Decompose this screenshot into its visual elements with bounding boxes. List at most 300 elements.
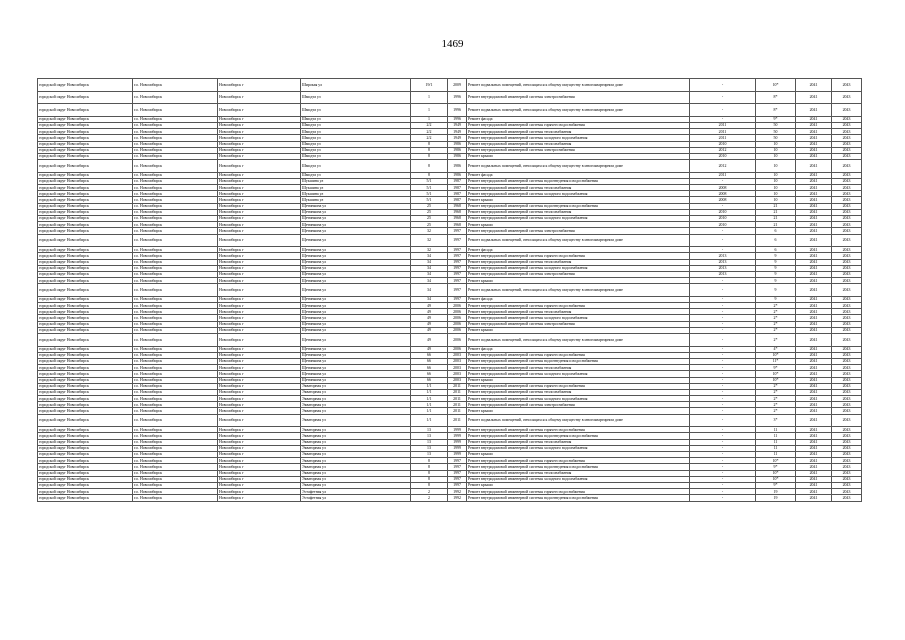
work-type-cell: Ремонт внутридомовой инженерной системы водоотведения и водоснабжения — [467, 358, 690, 364]
city-cell: Новосибирск г — [218, 352, 301, 358]
municipality-cell: городской округ Новосибирск — [38, 389, 133, 395]
planned-end-year-cell: 2043 — [832, 402, 862, 408]
municipality-cell: городской округ Новосибирск — [38, 271, 133, 277]
city-cell: Новосибирск г — [218, 122, 301, 128]
house-number-cell: 8 — [411, 160, 448, 173]
planned-end-year-cell: 2043 — [832, 377, 862, 383]
street-cell: Щетинкина ул — [301, 327, 411, 333]
last-repair-year-cell: - — [690, 358, 756, 364]
planned-end-year-cell: 2043 — [832, 160, 862, 173]
city-cell: Новосибирск г — [218, 197, 301, 203]
work-type-cell: Ремонт внутридомовой инженерной системы холодного водоснабжения — [467, 216, 690, 222]
house-number-cell: 34 — [411, 296, 448, 302]
city-cell: Новосибирск г — [218, 464, 301, 470]
payment-period-cell: 21 — [756, 222, 796, 228]
settlement-cell: г.о. Новосибирск — [133, 122, 218, 128]
settlement-cell: г.о. Новосибирск — [133, 439, 218, 445]
build-year-cell: 1992 — [448, 495, 467, 501]
payment-period-cell: 2* — [756, 389, 796, 395]
street-cell: Эстафетная ул — [301, 489, 411, 495]
planned-end-year-cell: 2043 — [832, 222, 862, 228]
city-cell: Новосибирск г — [218, 278, 301, 284]
settlement-cell: г.о. Новосибирск — [133, 116, 218, 122]
street-cell: Щетинкина ул — [301, 296, 411, 302]
planned-end-year-cell: 2043 — [832, 185, 862, 191]
municipality-cell: городской округ Новосибирск — [38, 203, 133, 209]
table-row — [38, 414, 862, 427]
last-repair-year-cell: - — [690, 228, 756, 234]
house-number-cell: 1/1 — [411, 402, 448, 408]
planned-end-year-cell: 2043 — [832, 303, 862, 309]
city-cell: Новосибирск г — [218, 185, 301, 191]
settlement-cell: г.о. Новосибирск — [133, 191, 218, 197]
planned-end-year-cell: 2043 — [832, 135, 862, 141]
build-year-cell: 2011 — [448, 383, 467, 389]
planned-start-year-cell: 2041 — [796, 116, 832, 122]
house-number-cell: 1/1 — [411, 408, 448, 414]
municipality-cell: городской округ Новосибирск — [38, 309, 133, 315]
street-cell: Щетинкина ул — [301, 346, 411, 352]
last-repair-year-cell: 2013 — [690, 265, 756, 271]
payment-period-cell: 9* — [756, 482, 796, 488]
settlement-cell: г.о. Новосибирск — [133, 383, 218, 389]
work-type-cell: Ремонт внутридомовой инженерной системы теплоснабжения — [467, 185, 690, 191]
build-year-cell: 1986 — [448, 172, 467, 178]
house-number-cell: 1 — [411, 104, 448, 117]
planned-start-year-cell: 2041 — [796, 222, 832, 228]
planned-start-year-cell: 2041 — [796, 216, 832, 222]
house-number-cell: 49 — [411, 327, 448, 333]
settlement-cell: г.о. Новосибирск — [133, 408, 218, 414]
build-year-cell: 1987 — [448, 178, 467, 184]
house-number-cell: 2/2 — [411, 129, 448, 135]
build-year-cell: 2006 — [448, 303, 467, 309]
build-year-cell: 1996 — [448, 91, 467, 104]
last-repair-year-cell: - — [690, 476, 756, 482]
payment-period-cell: 10 — [756, 197, 796, 203]
house-number-cell: 13 — [411, 452, 448, 458]
last-repair-year-cell: - — [690, 321, 756, 327]
city-cell: Новосибирск г — [218, 358, 301, 364]
work-type-cell: Ремонт внутридомовой инженерной системы теплоснабжения — [467, 141, 690, 147]
municipality-cell: городской округ Новосибирск — [38, 296, 133, 302]
planned-end-year-cell: 2043 — [832, 334, 862, 347]
build-year-cell: 1997 — [448, 265, 467, 271]
city-cell: Новосибирск г — [218, 383, 301, 389]
planned-end-year-cell: 2043 — [832, 79, 862, 92]
last-repair-year-cell: - — [690, 309, 756, 315]
municipality-cell: городской округ Новосибирск — [38, 439, 133, 445]
last-repair-year-cell: - — [690, 365, 756, 371]
house-number-cell: 1/1 — [411, 383, 448, 389]
work-type-cell: Ремонт внутридомовой инженерной системы теплоснабжения — [467, 259, 690, 265]
planned-end-year-cell: 2043 — [832, 327, 862, 333]
city-cell: Новосибирск г — [218, 135, 301, 141]
municipality-cell: городской округ Новосибирск — [38, 464, 133, 470]
street-cell: Экваторная ул — [301, 452, 411, 458]
settlement-cell: г.о. Новосибирск — [133, 458, 218, 464]
settlement-cell: г.о. Новосибирск — [133, 284, 218, 297]
planned-start-year-cell: 2041 — [796, 489, 832, 495]
street-cell: Щетинкина ул — [301, 228, 411, 234]
municipality-cell: городской округ Новосибирск — [38, 452, 133, 458]
street-cell: Экваторная ул — [301, 396, 411, 402]
planned-end-year-cell: 2043 — [832, 228, 862, 234]
payment-period-cell: 2* — [756, 402, 796, 408]
street-cell: Шмидта ул — [301, 129, 411, 135]
settlement-cell: г.о. Новосибирск — [133, 172, 218, 178]
planned-end-year-cell: 2043 — [832, 284, 862, 297]
municipality-cell: городской округ Новосибирск — [38, 116, 133, 122]
last-repair-year-cell: - — [690, 482, 756, 488]
planned-end-year-cell: 2043 — [832, 141, 862, 147]
build-year-cell: 1997 — [448, 259, 467, 265]
work-type-cell: Ремонт внутридомовой инженерной системы электроснабжения — [467, 321, 690, 327]
build-year-cell: 1997 — [448, 464, 467, 470]
street-cell: Щетинкина ул — [301, 303, 411, 309]
build-year-cell: 2006 — [448, 315, 467, 321]
last-repair-year-cell: - — [690, 389, 756, 395]
build-year-cell: 2006 — [448, 321, 467, 327]
planned-end-year-cell: 2043 — [832, 464, 862, 470]
municipality-cell: городской округ Новосибирск — [38, 377, 133, 383]
last-repair-year-cell: 2010 — [690, 209, 756, 215]
city-cell: Новосибирск г — [218, 396, 301, 402]
city-cell: Новосибирск г — [218, 178, 301, 184]
municipality-cell: городской округ Новосибирск — [38, 253, 133, 259]
table-row — [38, 495, 862, 501]
work-type-cell: Ремонт внутридомовой инженерной системы горячего водоснабжения — [467, 303, 690, 309]
payment-period-cell: 10 — [756, 153, 796, 159]
city-cell: Новосибирск г — [218, 427, 301, 433]
payment-period-cell: 11 — [756, 433, 796, 439]
work-type-cell: Ремонт внутридомовой инженерной системы горячего водоснабжения — [467, 383, 690, 389]
build-year-cell: 2006 — [448, 346, 467, 352]
city-cell: Новосибирск г — [218, 79, 301, 92]
work-type-cell: Ремонт внутридомовой инженерной системы теплоснабжения — [467, 309, 690, 315]
municipality-cell: городской округ Новосибирск — [38, 222, 133, 228]
planned-start-year-cell: 2041 — [796, 153, 832, 159]
municipality-cell: городской округ Новосибирск — [38, 334, 133, 347]
work-type-cell: Ремонт крыши — [467, 278, 690, 284]
planned-end-year-cell: 2043 — [832, 495, 862, 501]
house-number-cell: 49 — [411, 334, 448, 347]
payment-period-cell: 9* — [756, 365, 796, 371]
last-repair-year-cell: 2012 — [690, 160, 756, 173]
planned-start-year-cell: 2041 — [796, 303, 832, 309]
city-cell: Новосибирск г — [218, 315, 301, 321]
last-repair-year-cell: - — [690, 402, 756, 408]
payment-period-cell: 10* — [756, 371, 796, 377]
house-number-cell: 32 — [411, 234, 448, 247]
settlement-cell: г.о. Новосибирск — [133, 247, 218, 253]
city-cell: Новосибирск г — [218, 377, 301, 383]
work-type-cell: Ремонт внутридомовой инженерной системы водоотведения и водоснабжения — [467, 203, 690, 209]
house-number-cell: 34 — [411, 259, 448, 265]
last-repair-year-cell: - — [690, 315, 756, 321]
build-year-cell: 2003 — [448, 352, 467, 358]
city-cell: Новосибирск г — [218, 284, 301, 297]
city-cell: Новосибирск г — [218, 458, 301, 464]
last-repair-year-cell: - — [690, 452, 756, 458]
house-number-cell: 66 — [411, 352, 448, 358]
payment-period-cell: 10* — [756, 458, 796, 464]
street-cell: Шмидта ул — [301, 91, 411, 104]
house-number-cell: 49 — [411, 321, 448, 327]
build-year-cell: 1997 — [448, 228, 467, 234]
work-type-cell: Ремонт внутридомовой инженерной системы горячего водоснабжения — [467, 122, 690, 128]
planned-start-year-cell: 2041 — [796, 160, 832, 173]
planned-start-year-cell: 2041 — [796, 147, 832, 153]
last-repair-year-cell: - — [690, 470, 756, 476]
work-type-cell: Ремонт внутридомовой инженерной системы теплоснабжения — [467, 470, 690, 476]
house-number-cell: 49 — [411, 309, 448, 315]
street-cell: Щетинкина ул — [301, 259, 411, 265]
municipality-cell: городской округ Новосибирск — [38, 172, 133, 178]
street-cell: Щетинкина ул — [301, 334, 411, 347]
last-repair-year-cell: - — [690, 296, 756, 302]
house-number-cell: 8 — [411, 172, 448, 178]
last-repair-year-cell: 2010 — [690, 153, 756, 159]
work-type-cell: Ремонт фасада — [467, 296, 690, 302]
planned-start-year-cell: 2041 — [796, 234, 832, 247]
street-cell: Щетинкина ул — [301, 253, 411, 259]
street-cell: Экваторная ул — [301, 439, 411, 445]
work-type-cell: Ремонт внутридомовой инженерной системы горячего водоснабжения — [467, 458, 690, 464]
municipality-cell: городской округ Новосибирск — [38, 495, 133, 501]
payment-period-cell: 10 — [756, 141, 796, 147]
city-cell: Новосибирск г — [218, 209, 301, 215]
build-year-cell: 1997 — [448, 296, 467, 302]
last-repair-year-cell: - — [690, 284, 756, 297]
settlement-cell: г.о. Новосибирск — [133, 365, 218, 371]
city-cell: Новосибирск г — [218, 371, 301, 377]
repair-schedule-table — [37, 78, 862, 502]
municipality-cell: городской округ Новосибирск — [38, 191, 133, 197]
work-type-cell: Ремонт крыши — [467, 452, 690, 458]
settlement-cell: г.о. Новосибирск — [133, 296, 218, 302]
planned-start-year-cell: 2041 — [796, 358, 832, 364]
house-number-cell: 8 — [411, 482, 448, 488]
municipality-cell: городской округ Новосибирск — [38, 408, 133, 414]
settlement-cell: г.о. Новосибирск — [133, 402, 218, 408]
planned-end-year-cell: 2043 — [832, 309, 862, 315]
settlement-cell: г.о. Новосибирск — [133, 452, 218, 458]
city-cell: Новосибирск г — [218, 259, 301, 265]
table-row — [38, 91, 862, 104]
municipality-cell: городской округ Новосибирск — [38, 352, 133, 358]
last-repair-year-cell: - — [690, 464, 756, 470]
street-cell: Шмидта ул — [301, 116, 411, 122]
settlement-cell: г.о. Новосибирск — [133, 352, 218, 358]
payment-period-cell: 10* — [756, 79, 796, 92]
work-type-cell: Ремонт подвальных помещений, относящихся к общему имуществу в многоквартирном доме — [467, 334, 690, 347]
planned-start-year-cell: 2041 — [796, 265, 832, 271]
municipality-cell: городской округ Новосибирск — [38, 104, 133, 117]
last-repair-year-cell: - — [690, 346, 756, 352]
municipality-cell: городской округ Новосибирск — [38, 153, 133, 159]
planned-start-year-cell: 2041 — [796, 396, 832, 402]
payment-period-cell: 10* — [756, 377, 796, 383]
settlement-cell: г.о. Новосибирск — [133, 309, 218, 315]
settlement-cell: г.о. Новосибирск — [133, 91, 218, 104]
last-repair-year-cell: - — [690, 91, 756, 104]
payment-period-cell: 21 — [756, 209, 796, 215]
payment-period-cell: 2* — [756, 309, 796, 315]
build-year-cell: 1997 — [448, 278, 467, 284]
payment-period-cell: 10 — [756, 172, 796, 178]
settlement-cell: г.о. Новосибирск — [133, 104, 218, 117]
settlement-cell: г.о. Новосибирск — [133, 135, 218, 141]
municipality-cell: городской округ Новосибирск — [38, 160, 133, 173]
municipality-cell: городской округ Новосибирск — [38, 470, 133, 476]
work-type-cell: Ремонт внутридомовой инженерной системы горячего водоснабжения — [467, 352, 690, 358]
municipality-cell: городской округ Новосибирск — [38, 321, 133, 327]
build-year-cell: 2011 — [448, 402, 467, 408]
build-year-cell: 1949 — [448, 129, 467, 135]
payment-period-cell: 6 — [756, 247, 796, 253]
street-cell: Щетинкина ул — [301, 234, 411, 247]
payment-period-cell: 9 — [756, 278, 796, 284]
city-cell: Новосибирск г — [218, 402, 301, 408]
municipality-cell: городской округ Новосибирск — [38, 402, 133, 408]
build-year-cell: 1996 — [448, 116, 467, 122]
city-cell: Новосибирск г — [218, 439, 301, 445]
planned-start-year-cell: 2041 — [796, 315, 832, 321]
planned-start-year-cell: 2041 — [796, 482, 832, 488]
planned-start-year-cell: 2041 — [796, 427, 832, 433]
settlement-cell: г.о. Новосибирск — [133, 197, 218, 203]
payment-period-cell: 50 — [756, 135, 796, 141]
last-repair-year-cell: - — [690, 371, 756, 377]
planned-start-year-cell: 2041 — [796, 377, 832, 383]
house-number-cell: 19/1 — [411, 79, 448, 92]
municipality-cell: городской округ Новосибирск — [38, 178, 133, 184]
last-repair-year-cell: 2012 — [690, 147, 756, 153]
house-number-cell: 32 — [411, 228, 448, 234]
payment-period-cell: 10* — [756, 476, 796, 482]
city-cell: Новосибирск г — [218, 433, 301, 439]
last-repair-year-cell: - — [690, 445, 756, 451]
payment-period-cell: 10 — [756, 147, 796, 153]
table-row — [38, 284, 862, 297]
street-cell: Экваторная ул — [301, 445, 411, 451]
settlement-cell: г.о. Новосибирск — [133, 79, 218, 92]
municipality-cell: городской округ Новосибирск — [38, 265, 133, 271]
street-cell: Щетинкина ул — [301, 265, 411, 271]
street-cell: Шмидта ул — [301, 141, 411, 147]
work-type-cell: Ремонт внутридомовой инженерной системы водоотведения и водоснабжения — [467, 178, 690, 184]
settlement-cell: г.о. Новосибирск — [133, 178, 218, 184]
house-number-cell: 8 — [411, 153, 448, 159]
last-repair-year-cell: 2008 — [690, 197, 756, 203]
build-year-cell: 1949 — [448, 135, 467, 141]
street-cell: Шукшина ул — [301, 191, 411, 197]
table-row — [38, 234, 862, 247]
work-type-cell: Ремонт внутридомовой инженерной системы холодного водоснабжения — [467, 445, 690, 451]
planned-end-year-cell: 2043 — [832, 452, 862, 458]
municipality-cell: городской округ Новосибирск — [38, 489, 133, 495]
street-cell: Щетинкина ул — [301, 352, 411, 358]
build-year-cell: 2006 — [448, 334, 467, 347]
settlement-cell: г.о. Новосибирск — [133, 141, 218, 147]
planned-start-year-cell: 2041 — [796, 191, 832, 197]
payment-period-cell: 8* — [756, 104, 796, 117]
settlement-cell: г.о. Новосибирск — [133, 271, 218, 277]
settlement-cell: г.о. Новосибирск — [133, 253, 218, 259]
municipality-cell: городской округ Новосибирск — [38, 197, 133, 203]
work-type-cell: Ремонт внутридомовой инженерной системы горячего водоснабжения — [467, 253, 690, 259]
last-repair-year-cell: - — [690, 234, 756, 247]
planned-start-year-cell: 2041 — [796, 178, 832, 184]
street-cell: Эстафетная ул — [301, 495, 411, 501]
settlement-cell: г.о. Новосибирск — [133, 389, 218, 395]
planned-start-year-cell: 2041 — [796, 197, 832, 203]
last-repair-year-cell: 2010 — [690, 222, 756, 228]
municipality-cell: городской округ Новосибирск — [38, 365, 133, 371]
last-repair-year-cell: - — [690, 458, 756, 464]
payment-period-cell: 9* — [756, 116, 796, 122]
house-number-cell: 34 — [411, 265, 448, 271]
payment-period-cell: 9* — [756, 464, 796, 470]
planned-end-year-cell: 2043 — [832, 445, 862, 451]
payment-period-cell: 21 — [756, 203, 796, 209]
street-cell: Шмидта ул — [301, 147, 411, 153]
planned-end-year-cell: 2043 — [832, 116, 862, 122]
payment-period-cell: 9 — [756, 271, 796, 277]
settlement-cell: г.о. Новосибирск — [133, 203, 218, 209]
work-type-cell: Ремонт внутридомовой инженерной системы горячего водоснабжения — [467, 427, 690, 433]
house-number-cell: 8 — [411, 464, 448, 470]
build-year-cell: 1986 — [448, 153, 467, 159]
settlement-cell: г.о. Новосибирск — [133, 371, 218, 377]
build-year-cell: 2003 — [448, 377, 467, 383]
house-number-cell: 5/1 — [411, 185, 448, 191]
street-cell: Экваторная ул — [301, 414, 411, 427]
payment-period-cell: 11 — [756, 439, 796, 445]
payment-period-cell: 6 — [756, 228, 796, 234]
municipality-cell: городской округ Новосибирск — [38, 346, 133, 352]
city-cell: Новосибирск г — [218, 216, 301, 222]
work-type-cell: Ремонт внутридомовой инженерной системы теплоснабжения — [467, 439, 690, 445]
payment-period-cell: 50 — [756, 129, 796, 135]
house-number-cell: 8 — [411, 470, 448, 476]
last-repair-year-cell: - — [690, 489, 756, 495]
municipality-cell: городской округ Новосибирск — [38, 427, 133, 433]
planned-end-year-cell: 2043 — [832, 129, 862, 135]
build-year-cell: 1987 — [448, 197, 467, 203]
planned-start-year-cell: 2041 — [796, 439, 832, 445]
planned-end-year-cell: 2043 — [832, 315, 862, 321]
build-year-cell: 2011 — [448, 408, 467, 414]
work-type-cell: Ремонт крыши — [467, 482, 690, 488]
planned-start-year-cell: 2041 — [796, 327, 832, 333]
planned-end-year-cell: 2043 — [832, 278, 862, 284]
last-repair-year-cell: - — [690, 247, 756, 253]
house-number-cell: 34 — [411, 278, 448, 284]
last-repair-year-cell: - — [690, 203, 756, 209]
payment-period-cell: 2* — [756, 315, 796, 321]
planned-end-year-cell: 2043 — [832, 476, 862, 482]
planned-start-year-cell: 2041 — [796, 185, 832, 191]
planned-end-year-cell: 2043 — [832, 91, 862, 104]
work-type-cell: Ремонт подвальных помещений, относящихся к общему имуществу в многоквартирном доме — [467, 160, 690, 173]
last-repair-year-cell: - — [690, 104, 756, 117]
city-cell: Новосибирск г — [218, 482, 301, 488]
work-type-cell: Ремонт внутридомовой инженерной системы электроснабжения — [467, 91, 690, 104]
settlement-cell: г.о. Новосибирск — [133, 216, 218, 222]
work-type-cell: Ремонт внутридомовой инженерной системы электроснабжения — [467, 271, 690, 277]
